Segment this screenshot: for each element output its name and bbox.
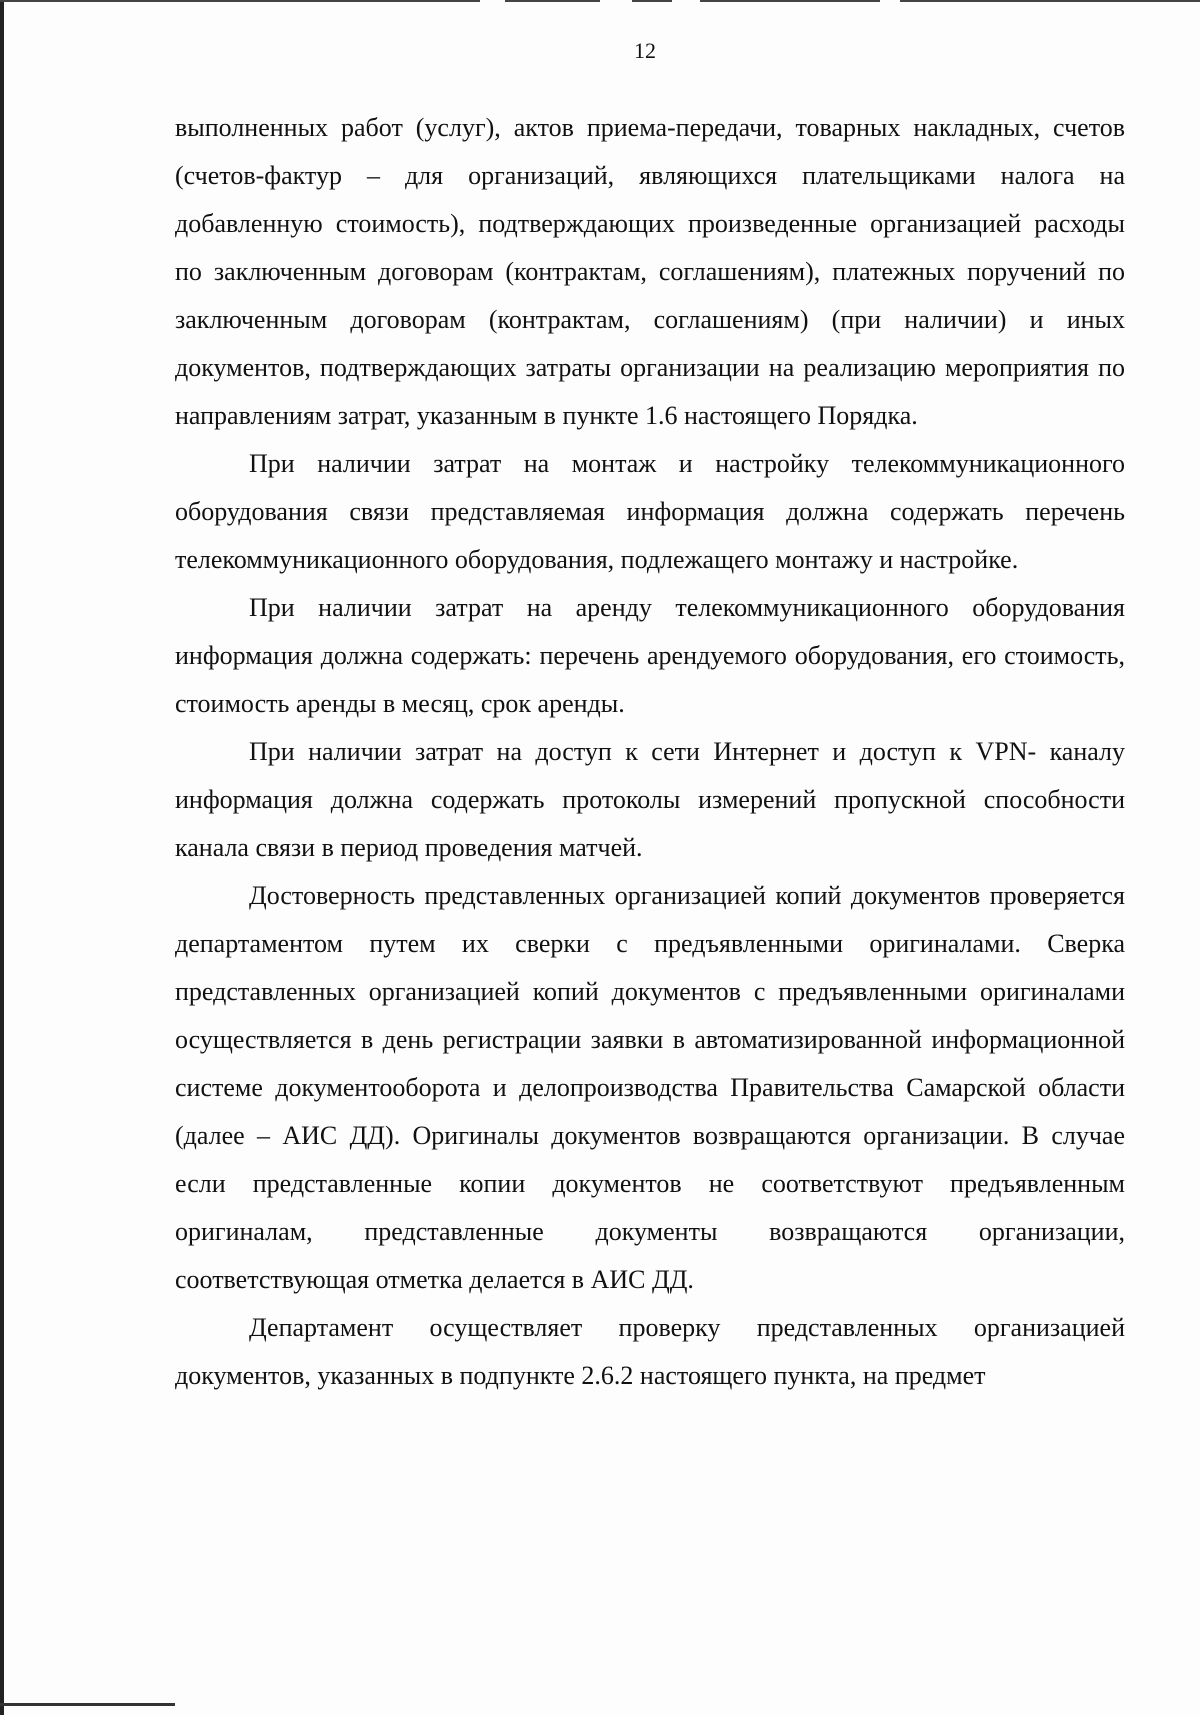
scan-top-edge xyxy=(632,0,672,2)
scan-top-edge xyxy=(700,0,880,2)
paragraph: При наличии затрат на аренду телекоммуникационного оборудования информация должна содержать: перечень арендуемого оборудования, его стоимость, стоимость аренды в месяц, срок аренды. xyxy=(175,593,1125,718)
paragraph: Департамент осуществляет проверку представленных организацией документов, указанных в подпункте 2.6.2 настоящего пункта, на предмет xyxy=(175,1313,1125,1390)
scan-left-edge xyxy=(0,0,4,1715)
scan-top-edge xyxy=(900,0,1200,2)
paragraph: выполненных работ (услуг), актов приема-передачи, товарных накладных, счетов (счетов-фактур – для организаций, являющихся плательщиками налога на добавленную стоимость), подтверждающих произведенные организацией расходы по заключенным договорам (контрактам, соглашениям), платежных поручений по заключенным договорам (контрактам, соглашениям) (при наличии) и иных документов, подтверждающих затраты организации на реализацию мероприятия по направлениям затрат, указанным в пункте 1.6 настоящего Порядка. xyxy=(175,113,1125,430)
scan-bottom-edge xyxy=(0,1703,175,1706)
paragraph: При наличии затрат на монтаж и настройку телекоммуникационного оборудования связи представляемая информация должна содержать перечень телекоммуникационного оборудования, подлежащего монтажу и настройке. xyxy=(175,449,1125,574)
scan-top-edge xyxy=(505,0,600,2)
document-body xyxy=(175,104,1125,1400)
page-number: 12 xyxy=(634,38,656,63)
paragraph: Достоверность представленных организацией копий документов проверяется департаментом путем их сверки с предъявленными оригиналами. Сверка представленных организацией копий документов с предъявленными оригиналами осуществляется в день регистрации заявки в автоматизированной информационной системе документооборота и делопроизводства Правительства Самарской области (далее – АИС ДД). Оригиналы документов возвращаются организации. В случае если представленные копии документов не соответствуют предъявленным оригиналам, представленные документы возвращаются организации, соответствующая отметка делается в АИС ДД. xyxy=(175,881,1125,1294)
scan-top-edge xyxy=(0,0,480,2)
paragraph: При наличии затрат на доступ к сети Интернет и доступ к VPN- каналу информация должна содержать протоколы измерений пропускной способности канала связи в период проведения матчей. xyxy=(175,737,1125,862)
